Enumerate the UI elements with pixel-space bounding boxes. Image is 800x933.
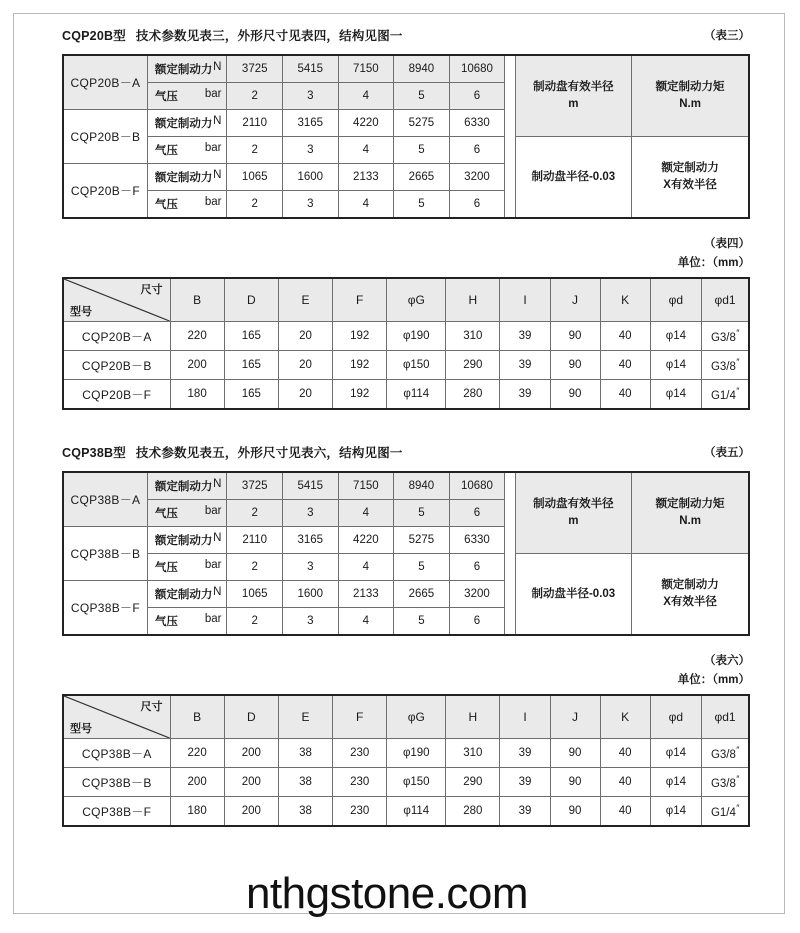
spec-cell: 2665 [394, 164, 450, 191]
param-force-unit: N [213, 586, 222, 598]
spec-cell: 1065 [227, 581, 283, 608]
spec-model-label: CQP20B－F [63, 164, 147, 219]
dim-col-header: φd [650, 278, 701, 322]
spec-cell: 2133 [338, 164, 394, 191]
dim-cell: φ14 [650, 739, 701, 768]
spec-cell: 3 [283, 554, 339, 581]
param-force-label: 额定制动力 [154, 118, 213, 130]
dim-cell: 90 [550, 322, 600, 351]
dim-cell: φ14 [650, 322, 701, 351]
thread-size: G1/4 [710, 389, 736, 402]
param-pressure-label: 气压 [154, 562, 178, 574]
dim-cell: 39 [500, 739, 550, 768]
param-pressure-label: 气压 [154, 91, 178, 103]
dim-row-model: CQP20B－B [63, 351, 170, 380]
spec-cell: 2 [227, 191, 283, 219]
right-value-line1: 额定制动力 [661, 162, 719, 175]
param-force-unit: N [213, 532, 222, 544]
dim-col-header: I [500, 278, 550, 322]
dim-cell: φ190 [387, 322, 446, 351]
dim-cell: φ14 [650, 351, 701, 380]
param-pressure-unit: bar [204, 505, 222, 517]
dim-corner-top-label: 尺寸 [140, 701, 163, 713]
param-force-label: 额定制动力 [154, 535, 213, 547]
dim-cell: φ14 [650, 380, 701, 410]
dim-cell: φ190 [387, 739, 446, 768]
spec-param-force [147, 164, 227, 191]
dim-col-header: F [333, 278, 387, 322]
page-frame [13, 13, 785, 918]
right-value-line2: X有效半径 [663, 179, 717, 191]
dim-table-unit: 单位：（mm） [677, 257, 750, 269]
column-divider [505, 472, 515, 635]
section-model-code: CQP20B型 [62, 29, 126, 43]
dim-cell: 200 [170, 351, 224, 380]
right-header-line1: 额定制动力矩 [655, 498, 725, 511]
thread-size: G3/8 [710, 777, 736, 790]
section-cqp38b [14, 441, 784, 827]
spec-cell: 5 [394, 608, 450, 636]
spec-param-force [147, 55, 227, 83]
spec-cell: 3 [283, 191, 339, 219]
dim-col-header: φd1 [702, 695, 749, 739]
section-cqp20b [14, 24, 784, 410]
table-row [63, 351, 749, 380]
spec-cell: 3 [283, 137, 339, 164]
spec-cell: 1600 [283, 581, 339, 608]
dim-corner-bottom-label: 型号 [70, 723, 92, 735]
dim-cell: 90 [550, 351, 600, 380]
inch-mark: ″ [735, 803, 740, 814]
right-header-line1: 制动盘有效半径 [533, 81, 614, 94]
spec-cell: 4 [338, 500, 394, 527]
spec-cell: 5 [394, 500, 450, 527]
param-force-label: 额定制动力 [154, 481, 213, 493]
spec-cell: 5 [394, 137, 450, 164]
dim-cell: φ14 [650, 768, 701, 797]
inch-mark: ″ [735, 357, 740, 368]
spec-cell: 8940 [394, 472, 450, 500]
dim-corner-cell [63, 278, 170, 322]
spec-cell: 3200 [449, 581, 505, 608]
dim-table-wrap-cqp20b [62, 277, 750, 410]
param-pressure-unit: bar [204, 88, 222, 100]
inch-mark: ″ [735, 745, 740, 756]
table-row [63, 380, 749, 410]
spec-param-force [147, 581, 227, 608]
dim-col-header: D [224, 695, 278, 739]
thread-size: G3/8 [710, 748, 736, 761]
param-force-label: 额定制动力 [154, 172, 213, 184]
dim-col-header: φd1 [702, 278, 749, 322]
section-title-text: 技术参数见表五，外形尺寸见表六，结构见图一 [135, 446, 403, 460]
spec-param-force [147, 472, 227, 500]
spec-cell: 6 [449, 83, 505, 110]
dim-col-header: H [446, 695, 500, 739]
spec-cell: 6330 [449, 110, 505, 137]
dim-row-model: CQP38B－B [63, 768, 170, 797]
dim-cell: 90 [550, 768, 600, 797]
right-header-line1: 额定制动力矩 [655, 81, 725, 94]
dim-cell: 39 [500, 797, 550, 827]
dim-cell-thread [702, 797, 749, 827]
spec-cell: 4220 [338, 527, 394, 554]
table-row [63, 768, 749, 797]
dim-header-row [63, 278, 749, 322]
dim-cell: 290 [446, 351, 500, 380]
section-header-cqp38b [14, 441, 784, 465]
dim-cell: 280 [446, 797, 500, 827]
spec-cell: 4220 [338, 110, 394, 137]
dim-table-tag: （表六） [704, 655, 750, 667]
spec-cell: 7150 [338, 472, 394, 500]
dim-cell: 20 [278, 322, 332, 351]
dim-cell: 165 [224, 380, 278, 410]
dim-cell: φ14 [650, 797, 701, 827]
param-force-unit: N [213, 115, 222, 127]
param-force-unit: N [213, 478, 222, 490]
table-row [63, 55, 749, 83]
inch-mark: ″ [735, 386, 740, 397]
spec-param-force [147, 527, 227, 554]
dim-col-header: H [446, 278, 500, 322]
dim-cell-thread [702, 739, 749, 768]
spec-param-pressure [147, 608, 227, 636]
spec-cell: 6330 [449, 527, 505, 554]
inch-mark: ″ [735, 328, 740, 339]
spec-cell: 6 [449, 554, 505, 581]
param-force-unit: N [213, 169, 222, 181]
watermark: nthgstone.com [245, 869, 529, 918]
dim-cell: 38 [278, 739, 332, 768]
dim-col-header: φG [387, 278, 446, 322]
spec-cell: 8940 [394, 55, 450, 83]
spec-cell: 5 [394, 83, 450, 110]
dim-header-row [63, 695, 749, 739]
dim-cell-thread [702, 322, 749, 351]
dim-cell: 20 [278, 351, 332, 380]
spec-cell: 2 [227, 137, 283, 164]
dim-col-header: E [278, 695, 332, 739]
thread-size: G3/8 [710, 331, 736, 344]
spec-cell: 3725 [227, 55, 283, 83]
right-header-rated-torque [632, 472, 749, 554]
param-force-label: 额定制动力 [154, 64, 213, 76]
spec-cell: 4 [338, 554, 394, 581]
spec-cell: 5 [394, 554, 450, 581]
param-pressure-unit: bar [204, 142, 222, 154]
dim-row-model: CQP20B－F [63, 380, 170, 410]
dim-row-model: CQP38B－A [63, 739, 170, 768]
dim-table-wrap-cqp38b [62, 694, 750, 827]
dim-corner-cell [63, 695, 170, 739]
table-row [63, 554, 749, 581]
dim-cell: φ114 [387, 797, 446, 827]
dim-table-cqp20b [62, 277, 750, 410]
spec-cell: 4 [338, 83, 394, 110]
dim-cell-thread [702, 351, 749, 380]
dim-cell: 39 [500, 768, 550, 797]
spec-cell: 2 [227, 83, 283, 110]
param-pressure-label: 气压 [154, 199, 178, 211]
spec-cell: 1065 [227, 164, 283, 191]
table-row [63, 137, 749, 164]
spec-param-pressure [147, 191, 227, 219]
dim-cell: 40 [600, 768, 650, 797]
spec-cell: 2133 [338, 581, 394, 608]
spec-cell: 5415 [283, 55, 339, 83]
spec-table-wrap-cqp38b [62, 471, 750, 636]
dim-cell: 38 [278, 797, 332, 827]
dim-corner-top-label: 尺寸 [140, 284, 163, 296]
spec-cell: 3 [283, 83, 339, 110]
right-value-effective-radius: 制动盘半径-0.03 [515, 554, 632, 636]
spec-cell: 10680 [449, 55, 505, 83]
spec-model-label: CQP20B－B [63, 110, 147, 164]
right-header-line1: 制动盘有效半径 [533, 498, 614, 511]
spec-table-tag: （表三） [704, 30, 750, 42]
right-value-rated-torque [632, 137, 749, 219]
param-pressure-label: 气压 [154, 616, 178, 628]
spec-table-wrap-cqp20b [62, 54, 750, 219]
spec-cell: 2 [227, 608, 283, 636]
section-title [62, 24, 750, 48]
right-value-line1: 额定制动力 [661, 579, 719, 592]
dim-col-header: J [550, 695, 600, 739]
spec-cell: 6 [449, 137, 505, 164]
dim-cell: 200 [224, 797, 278, 827]
spec-param-pressure [147, 500, 227, 527]
spec-cell: 6 [449, 500, 505, 527]
dim-table-unit: 单位：（mm） [677, 674, 750, 686]
spec-model-label: CQP20B－A [63, 55, 147, 110]
dim-col-header: D [224, 278, 278, 322]
spec-model-label: CQP38B－A [63, 472, 147, 527]
spec-param-pressure [147, 83, 227, 110]
dim-corner-bottom-label: 型号 [70, 306, 92, 318]
dim-col-header: E [278, 278, 332, 322]
right-header-effective-radius [515, 472, 632, 554]
dim-cell-thread [702, 380, 749, 410]
spec-cell: 6 [449, 608, 505, 636]
page-content [14, 14, 784, 918]
spec-cell: 4 [338, 608, 394, 636]
section-title-text: 技术参数见表三，外形尺寸见表四，结构见图一 [135, 29, 403, 43]
spec-cell: 3165 [283, 527, 339, 554]
dim-cell: 310 [446, 739, 500, 768]
right-header-line2: N.m [679, 98, 701, 110]
spec-cell: 3165 [283, 110, 339, 137]
spec-param-pressure [147, 554, 227, 581]
dim-cell: 39 [500, 380, 550, 410]
thread-size: G1/4 [710, 806, 736, 819]
section-title [62, 441, 750, 465]
spec-cell: 5275 [394, 110, 450, 137]
dim-cell: 230 [333, 739, 387, 768]
spec-cell: 2110 [227, 110, 283, 137]
dim-col-header: J [550, 278, 600, 322]
dim-cell: 40 [600, 351, 650, 380]
spec-cell: 2 [227, 554, 283, 581]
inch-mark: ″ [735, 774, 740, 785]
dim-row-model: CQP20B－A [63, 322, 170, 351]
dim-cell: φ114 [387, 380, 446, 410]
dim-table-header-cqp38b [62, 652, 750, 690]
dim-col-header: φd [650, 695, 701, 739]
dim-cell: 90 [550, 797, 600, 827]
spec-cell: 2 [227, 500, 283, 527]
dim-col-header: φG [387, 695, 446, 739]
spec-cell: 10680 [449, 472, 505, 500]
spec-model-label: CQP38B－F [63, 581, 147, 636]
spec-cell: 5 [394, 191, 450, 219]
param-force-label: 额定制动力 [154, 589, 213, 601]
section-header-cqp20b [14, 24, 784, 48]
spec-cell: 4 [338, 137, 394, 164]
dim-cell: 230 [333, 768, 387, 797]
dim-cell: φ150 [387, 351, 446, 380]
spec-table-tag: （表五） [704, 447, 750, 459]
param-force-unit: N [213, 61, 222, 73]
spec-table-cqp38b [62, 471, 750, 636]
dim-cell: 90 [550, 380, 600, 410]
dim-cell: 220 [170, 322, 224, 351]
spec-cell: 3200 [449, 164, 505, 191]
param-pressure-label: 气压 [154, 145, 178, 157]
dim-col-header: I [500, 695, 550, 739]
spec-table-cqp20b [62, 54, 750, 219]
spec-cell: 3 [283, 608, 339, 636]
dim-cell: 38 [278, 768, 332, 797]
param-pressure-label: 气压 [154, 508, 178, 520]
dim-col-header: F [333, 695, 387, 739]
section-model-code: CQP38B型 [62, 446, 126, 460]
spec-param-force [147, 110, 227, 137]
dim-cell: 192 [333, 380, 387, 410]
spec-param-pressure [147, 137, 227, 164]
dim-cell: φ150 [387, 768, 446, 797]
dim-cell: 165 [224, 351, 278, 380]
param-pressure-unit: bar [204, 559, 222, 571]
spec-cell: 1600 [283, 164, 339, 191]
dim-col-header: K [600, 278, 650, 322]
dim-cell: 40 [600, 797, 650, 827]
right-header-rated-torque [632, 55, 749, 137]
spec-cell: 3 [283, 500, 339, 527]
dim-cell: 192 [333, 351, 387, 380]
dim-table-tag: （表四） [704, 238, 750, 250]
dim-cell: 200 [224, 739, 278, 768]
right-header-line2: N.m [679, 515, 701, 527]
dim-table-header-cqp20b [62, 235, 750, 273]
dim-col-header: B [170, 695, 224, 739]
spec-cell: 5415 [283, 472, 339, 500]
dim-cell: 39 [500, 322, 550, 351]
spec-model-label: CQP38B－B [63, 527, 147, 581]
dim-cell: 90 [550, 739, 600, 768]
table-row [63, 797, 749, 827]
spec-cell: 4 [338, 191, 394, 219]
right-value-rated-torque [632, 554, 749, 636]
dim-cell: 280 [446, 380, 500, 410]
dim-col-header: B [170, 278, 224, 322]
dim-cell: 192 [333, 322, 387, 351]
dim-cell: 290 [446, 768, 500, 797]
dim-cell: 230 [333, 797, 387, 827]
table-row [63, 322, 749, 351]
dim-cell: 40 [600, 322, 650, 351]
param-pressure-unit: bar [204, 196, 222, 208]
right-value-effective-radius: 制动盘半径-0.03 [515, 137, 632, 219]
dim-table-cqp38b [62, 694, 750, 827]
param-pressure-unit: bar [204, 613, 222, 625]
dim-cell: 20 [278, 380, 332, 410]
spec-cell: 2110 [227, 527, 283, 554]
right-header-line2: m [568, 515, 579, 527]
dim-cell: 200 [170, 768, 224, 797]
spec-cell: 3725 [227, 472, 283, 500]
dim-cell: 310 [446, 322, 500, 351]
spec-cell: 6 [449, 191, 505, 219]
dim-cell: 220 [170, 739, 224, 768]
dim-row-model: CQP38B－F [63, 797, 170, 827]
right-header-effective-radius [515, 55, 632, 137]
spec-cell: 7150 [338, 55, 394, 83]
thread-size: G3/8 [710, 360, 736, 373]
right-header-line2: m [568, 98, 579, 110]
dim-cell: 39 [500, 351, 550, 380]
dim-cell: 165 [224, 322, 278, 351]
right-value-line2: X有效半径 [663, 596, 717, 608]
column-divider [505, 55, 515, 218]
spec-cell: 5275 [394, 527, 450, 554]
dim-cell-thread [702, 768, 749, 797]
dim-col-header: K [600, 695, 650, 739]
dim-cell: 180 [170, 797, 224, 827]
dim-cell: 200 [224, 768, 278, 797]
table-row [63, 739, 749, 768]
dim-cell: 40 [600, 739, 650, 768]
dim-cell: 40 [600, 380, 650, 410]
table-row [63, 472, 749, 500]
spec-cell: 2665 [394, 581, 450, 608]
dim-cell: 180 [170, 380, 224, 410]
